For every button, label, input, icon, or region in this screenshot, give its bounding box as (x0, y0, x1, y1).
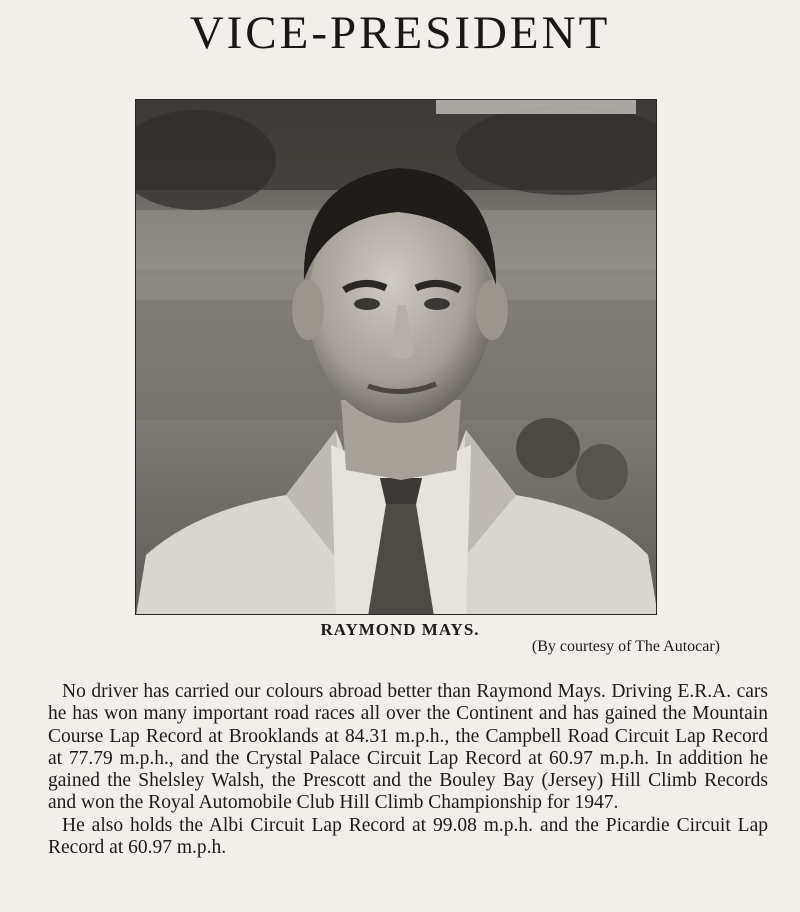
photo-caption-name: RAYMOND MAYS. (320, 620, 480, 639)
page-title: VICE-PRESIDENT (189, 7, 611, 59)
paragraph: No driver has carried our colours abroad better than Raymond Mays. Driving E.R.A. cars he has won many important road races all over the Continent and has gained the Mountain Course Lap Record at Brooklands at 84.31 m.p.h., the Campbell Road Circuit Lap Record at 77.79 m.p.h., and the Crystal Palace Circuit Lap Record at 60.97 m.p.h. In addition he gained the Shelsley Walsh, the Prescott and the Bouley Bay (Jersey) Hill Climb Records and won the Royal Automobile Club Hill Climb Championship for 1947. (48, 681, 768, 814)
biography-text (48, 681, 768, 859)
portrait-photo (135, 99, 657, 615)
paragraph: He also holds the Albi Circuit Lap Record at 99.08 m.p.h. and the Picardie Circuit Lap Record at 60.97 m.p.h. (48, 814, 768, 859)
photo-credit: (By courtesy of The Autocar) (531, 638, 720, 655)
